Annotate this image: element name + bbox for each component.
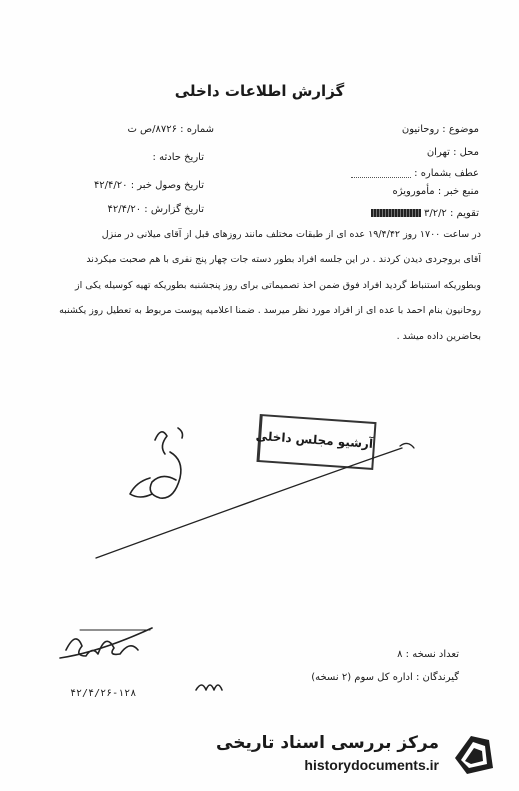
field-number-label: شماره : bbox=[180, 124, 214, 135]
body-line: در ساعت ۱۷۰۰ روز ۱۹/۴/۴۲ عده ای از طبقات مختلف مانند روزهای قبل از آقای میلانی در منزل bbox=[101, 229, 481, 240]
diagonal-stroke bbox=[96, 448, 402, 558]
field-number-value: ۸۷۲۶/ص ت bbox=[127, 124, 177, 135]
field-calendar-value: ۳/۲/۲ bbox=[423, 208, 447, 219]
recipients-label: گیرندگان : bbox=[415, 672, 459, 683]
archive-stamp: آرشیو مجلس داخلی bbox=[256, 414, 376, 470]
copies-label: تعداد نسخه : bbox=[405, 649, 459, 660]
field-source-value: مأمورویژه bbox=[392, 186, 435, 197]
field-calendar-label: تقویم : bbox=[450, 208, 479, 219]
body-line: بحاضرین داده میشد . bbox=[396, 330, 481, 342]
field-subject-value: روحانیون bbox=[401, 124, 440, 135]
margin-scribble bbox=[130, 432, 181, 498]
report-title: گزارش اطلاعات داخلی bbox=[174, 82, 345, 100]
archive-logo-icon bbox=[447, 728, 497, 778]
field-report-date-label: تاریخ گزارش : bbox=[144, 204, 204, 215]
recipients-value: اداره کل سوم (۲ نسخه) bbox=[311, 672, 413, 683]
watermark-url: historydocuments.ir bbox=[304, 757, 439, 773]
signature bbox=[60, 628, 152, 658]
field-incident-date-label: تاریخ حادثه : bbox=[152, 152, 204, 163]
field-received-date-label: تاریخ وصول خبر : bbox=[130, 180, 204, 191]
copies-value: ۸ bbox=[397, 649, 403, 660]
copies-count bbox=[397, 649, 459, 660]
field-location-value: تهران bbox=[426, 147, 450, 158]
document-code: ۴۲/۴/۲۶-۱۲۸ bbox=[70, 688, 137, 699]
field-received-date-value: ۴۲/۴/۲۰ bbox=[93, 180, 128, 191]
field-subject-label: موضوع : bbox=[442, 124, 479, 135]
recipients bbox=[311, 672, 459, 683]
body-line: آقای بروجردی دیدن کردند . در این جلسه افراد بطور دسته جات چهار پنج نفری با هم صحبت میکردند bbox=[86, 254, 481, 266]
initial-mark bbox=[196, 685, 222, 690]
field-report-date-value: ۴۲/۴/۲۰ bbox=[107, 204, 142, 215]
field-source-label: منبع خبر : bbox=[437, 186, 479, 197]
field-location-label: محل : bbox=[453, 147, 479, 158]
body-line: روحانیون بنام احمد با عده ای از افراد مورد نظر میرسد . ضمنا اعلامیه پیوست مربوط به تعطیل روز یکشنبه bbox=[59, 305, 481, 317]
body-line: وبطوریکه استنباط گردید افراد فوق ضمن اخذ تصمیماتی برای روز پنجشنبه بطوریکه تهیه کوسیله یکی از bbox=[75, 279, 481, 291]
watermark-title: مرکز بررسی اسناد تاریخی bbox=[216, 733, 439, 753]
field-reference-label: عطف بشماره : bbox=[414, 168, 479, 179]
